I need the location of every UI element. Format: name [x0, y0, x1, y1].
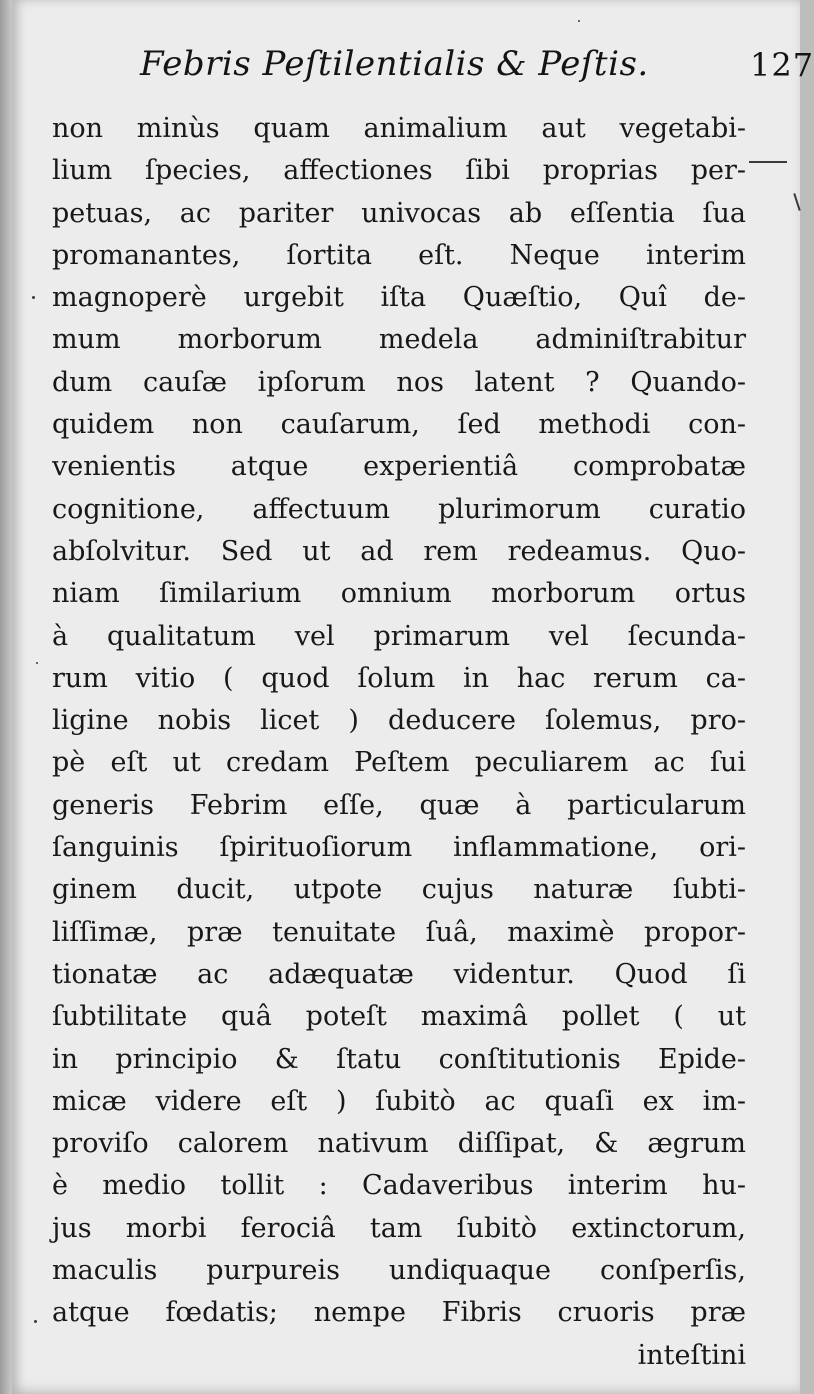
text-line-25: proviſo calorem nativum diſſipat, & ægrum [52, 1128, 746, 1160]
text-line-5: magnoperè urgebit iſta Quæſtio, Quî de- [52, 282, 746, 314]
page-gutter-shadow [0, 0, 12, 1394]
text-line-19: ginem ducit, utpote cujus naturæ ſubti- [52, 874, 746, 906]
text-line-13: à qualitatum vel primarum vel ſecunda- [52, 620, 746, 652]
text-line-22: ſubtilitate quâ poteſt maximâ pollet ( ut [52, 1001, 746, 1033]
text-line-21: tionatæ ac adæquatæ videntur. Quod ſi [52, 958, 746, 990]
text-line-1: non minùs quam animalium aut vegetabi- [52, 113, 746, 144]
text-line-8: quidem non cauſarum, ſed methodi con- [52, 409, 746, 441]
text-line-10: cognitione, affectuum plurimorum curatio [52, 493, 746, 525]
ink-speck [32, 296, 35, 299]
text-line-27: jus morbi ferociâ tam ſubitò extinctorum, [52, 1212, 746, 1244]
ink-speck [34, 1320, 37, 1323]
text-line-17: generis Febrim eſſe, quæ à particularum [52, 789, 746, 821]
text-line-2: lium ſpecies, affectiones ſibi proprias per- [52, 155, 746, 187]
text-line-3: petuas, ac pariter univocas ab eſſentia ſua [52, 197, 746, 229]
text-line-15: ligine nobis licet ) deducere ſolemus, pro- [52, 705, 746, 737]
text-line-16: pè eſt ut credam Peſtem peculiarem ac ſui [52, 747, 746, 779]
text-line-18: ſanguinis ſpirituoſiorum inflammatione, ori- [52, 832, 746, 864]
running-head [12, 44, 814, 96]
text-line-6: mum morborum medela adminiſtrabitur [52, 324, 746, 356]
page-number: 127 [750, 46, 814, 84]
text-line-11: abſolvitur. Sed ut ad rem redeamus. Quo- [52, 535, 746, 567]
margin-tick-mark [793, 193, 800, 211]
ink-speck [36, 662, 38, 664]
text-line-24: micæ videre eſt ) ſubitò ac quaſi ex im- [52, 1085, 746, 1117]
margin-dash-mark [749, 161, 787, 163]
text-line-4: promanantes, ſortita eſt. Neque interim [52, 239, 746, 271]
text-line-14: rum vitio ( quod ſolum in hac rerum ca- [52, 662, 746, 694]
text-line-9: venientis atque experientiâ comprobatæ [52, 451, 746, 483]
book-page [12, 0, 814, 1394]
text-line-26: è medio tollit : Cadaveribus interim hu- [52, 1170, 746, 1202]
text-line-20: liſſimæ, præ tenuitate ſuâ, maximè propor- [52, 916, 746, 948]
text-line-28: maculis purpureis undiquaque conſperſis, [52, 1255, 746, 1287]
text-line-12: niam ſimilarium omnium morborum ortus [52, 578, 746, 610]
catchword: inteſtini [637, 1339, 746, 1371]
body-text [52, 108, 746, 1377]
text-line-7: dum cauſæ ipſorum nos latent ? Quando- [52, 366, 746, 398]
text-line-23: in principio & ſtatu conſtitutionis Epide- [52, 1043, 746, 1075]
running-head-title: Febris Peſtilentialis & Peſtis. [140, 44, 649, 84]
ink-speck [578, 20, 580, 22]
text-line-29: atque fœdatis; nempe Fibris cruoris præ [52, 1297, 746, 1329]
